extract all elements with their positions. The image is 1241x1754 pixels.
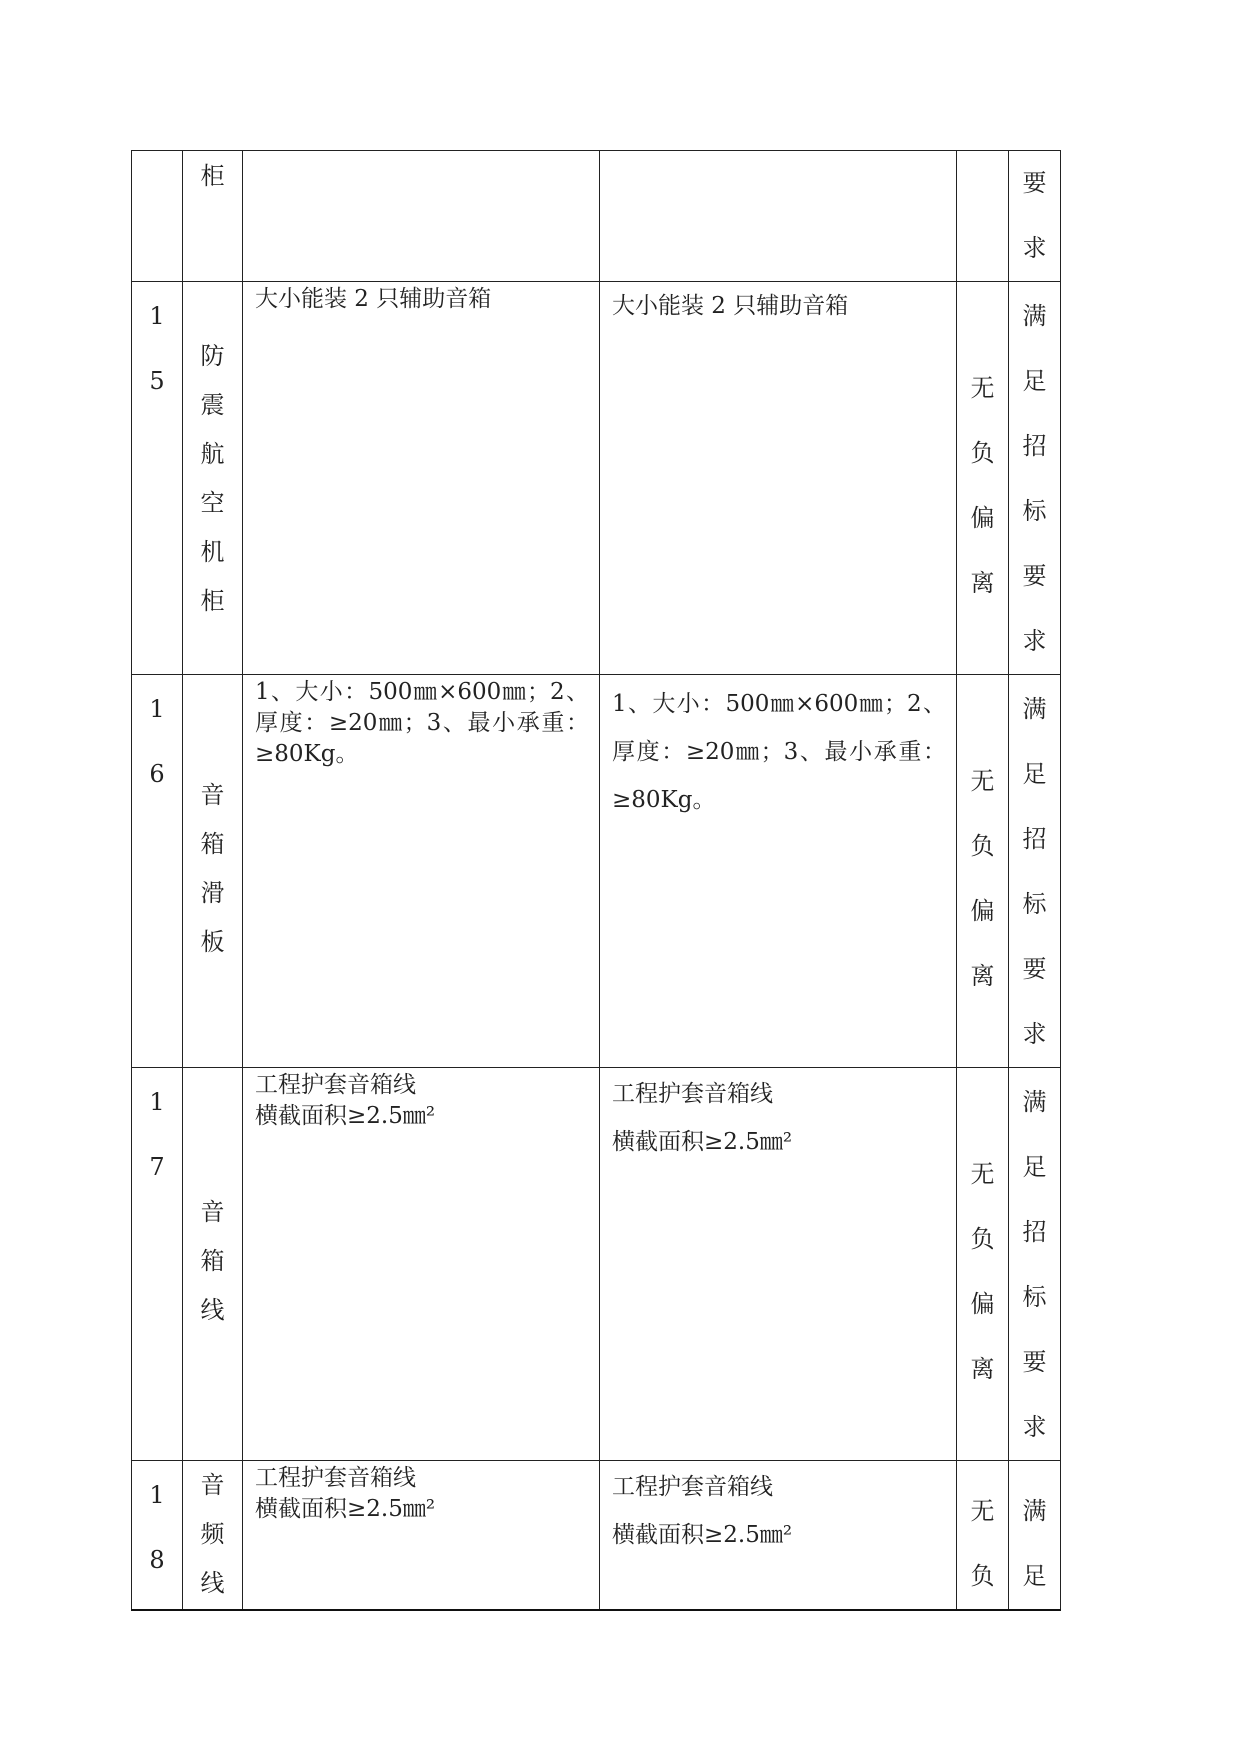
response-cell: 大小能装 2 只辅助音箱 xyxy=(600,282,957,675)
response-cell: 1、大小：500㎜×600㎜；2、厚度：≥20㎜；3、最小承重：≥80Kg。 xyxy=(600,675,957,1068)
item-name-cell: 音箱线 xyxy=(183,1068,243,1461)
item-name-cell: 音箱滑板 xyxy=(183,675,243,1068)
item-number-cell: 17 xyxy=(132,1068,183,1461)
requirement-cell: 1、大小：500㎜×600㎜；2、厚度：≥20㎜；3、最小承重：≥80Kg。 xyxy=(243,675,600,1068)
table-row xyxy=(132,1068,1061,1461)
deviation-cell: 无负偏离 xyxy=(957,1068,1009,1461)
response-line: 工程护套音箱线 xyxy=(612,1474,773,1500)
deviation-cell xyxy=(957,151,1009,282)
deviation-cell: 无负 xyxy=(957,1461,1009,1611)
requirement-line: 工程护套音箱线 xyxy=(255,1072,416,1098)
result-cell: 满足招标要求 xyxy=(1009,675,1061,1068)
table-row xyxy=(132,675,1061,1068)
item-name-cell: 柜 xyxy=(183,151,243,282)
requirement-line: 横截面积≥2.5㎜² xyxy=(255,1103,436,1129)
table-row xyxy=(132,1461,1061,1611)
requirement-cell xyxy=(243,1461,600,1611)
item-number-cell: 16 xyxy=(132,675,183,1068)
item-number-cell: 15 xyxy=(132,282,183,675)
requirement-cell xyxy=(243,1068,600,1461)
requirement-cell xyxy=(243,151,600,282)
result-cell: 要求 xyxy=(1009,151,1061,282)
deviation-cell: 无负偏离 xyxy=(957,282,1009,675)
requirement-line: 工程护套音箱线 xyxy=(255,1465,416,1491)
result-cell: 满足招标要求 xyxy=(1009,282,1061,675)
response-cell xyxy=(600,1461,957,1611)
item-number-cell: 18 xyxy=(132,1461,183,1611)
spec-compliance-table xyxy=(131,150,1061,1611)
response-line: 横截面积≥2.5㎜² xyxy=(612,1129,793,1155)
response-cell xyxy=(600,151,957,282)
response-cell xyxy=(600,1068,957,1461)
result-cell: 满足招标要求 xyxy=(1009,1068,1061,1461)
result-cell: 满足 xyxy=(1009,1461,1061,1611)
item-number-cell xyxy=(132,151,183,282)
table-row xyxy=(132,282,1061,675)
deviation-cell: 无负偏离 xyxy=(957,675,1009,1068)
response-line: 横截面积≥2.5㎜² xyxy=(612,1522,793,1548)
response-line: 工程护套音箱线 xyxy=(612,1081,773,1107)
table-row xyxy=(132,151,1061,282)
item-name-cell: 音频线 xyxy=(183,1461,243,1611)
requirement-cell: 大小能装 2 只辅助音箱 xyxy=(243,282,600,675)
item-name-cell: 防震航空机柜 xyxy=(183,282,243,675)
requirement-line: 横截面积≥2.5㎜² xyxy=(255,1496,436,1522)
